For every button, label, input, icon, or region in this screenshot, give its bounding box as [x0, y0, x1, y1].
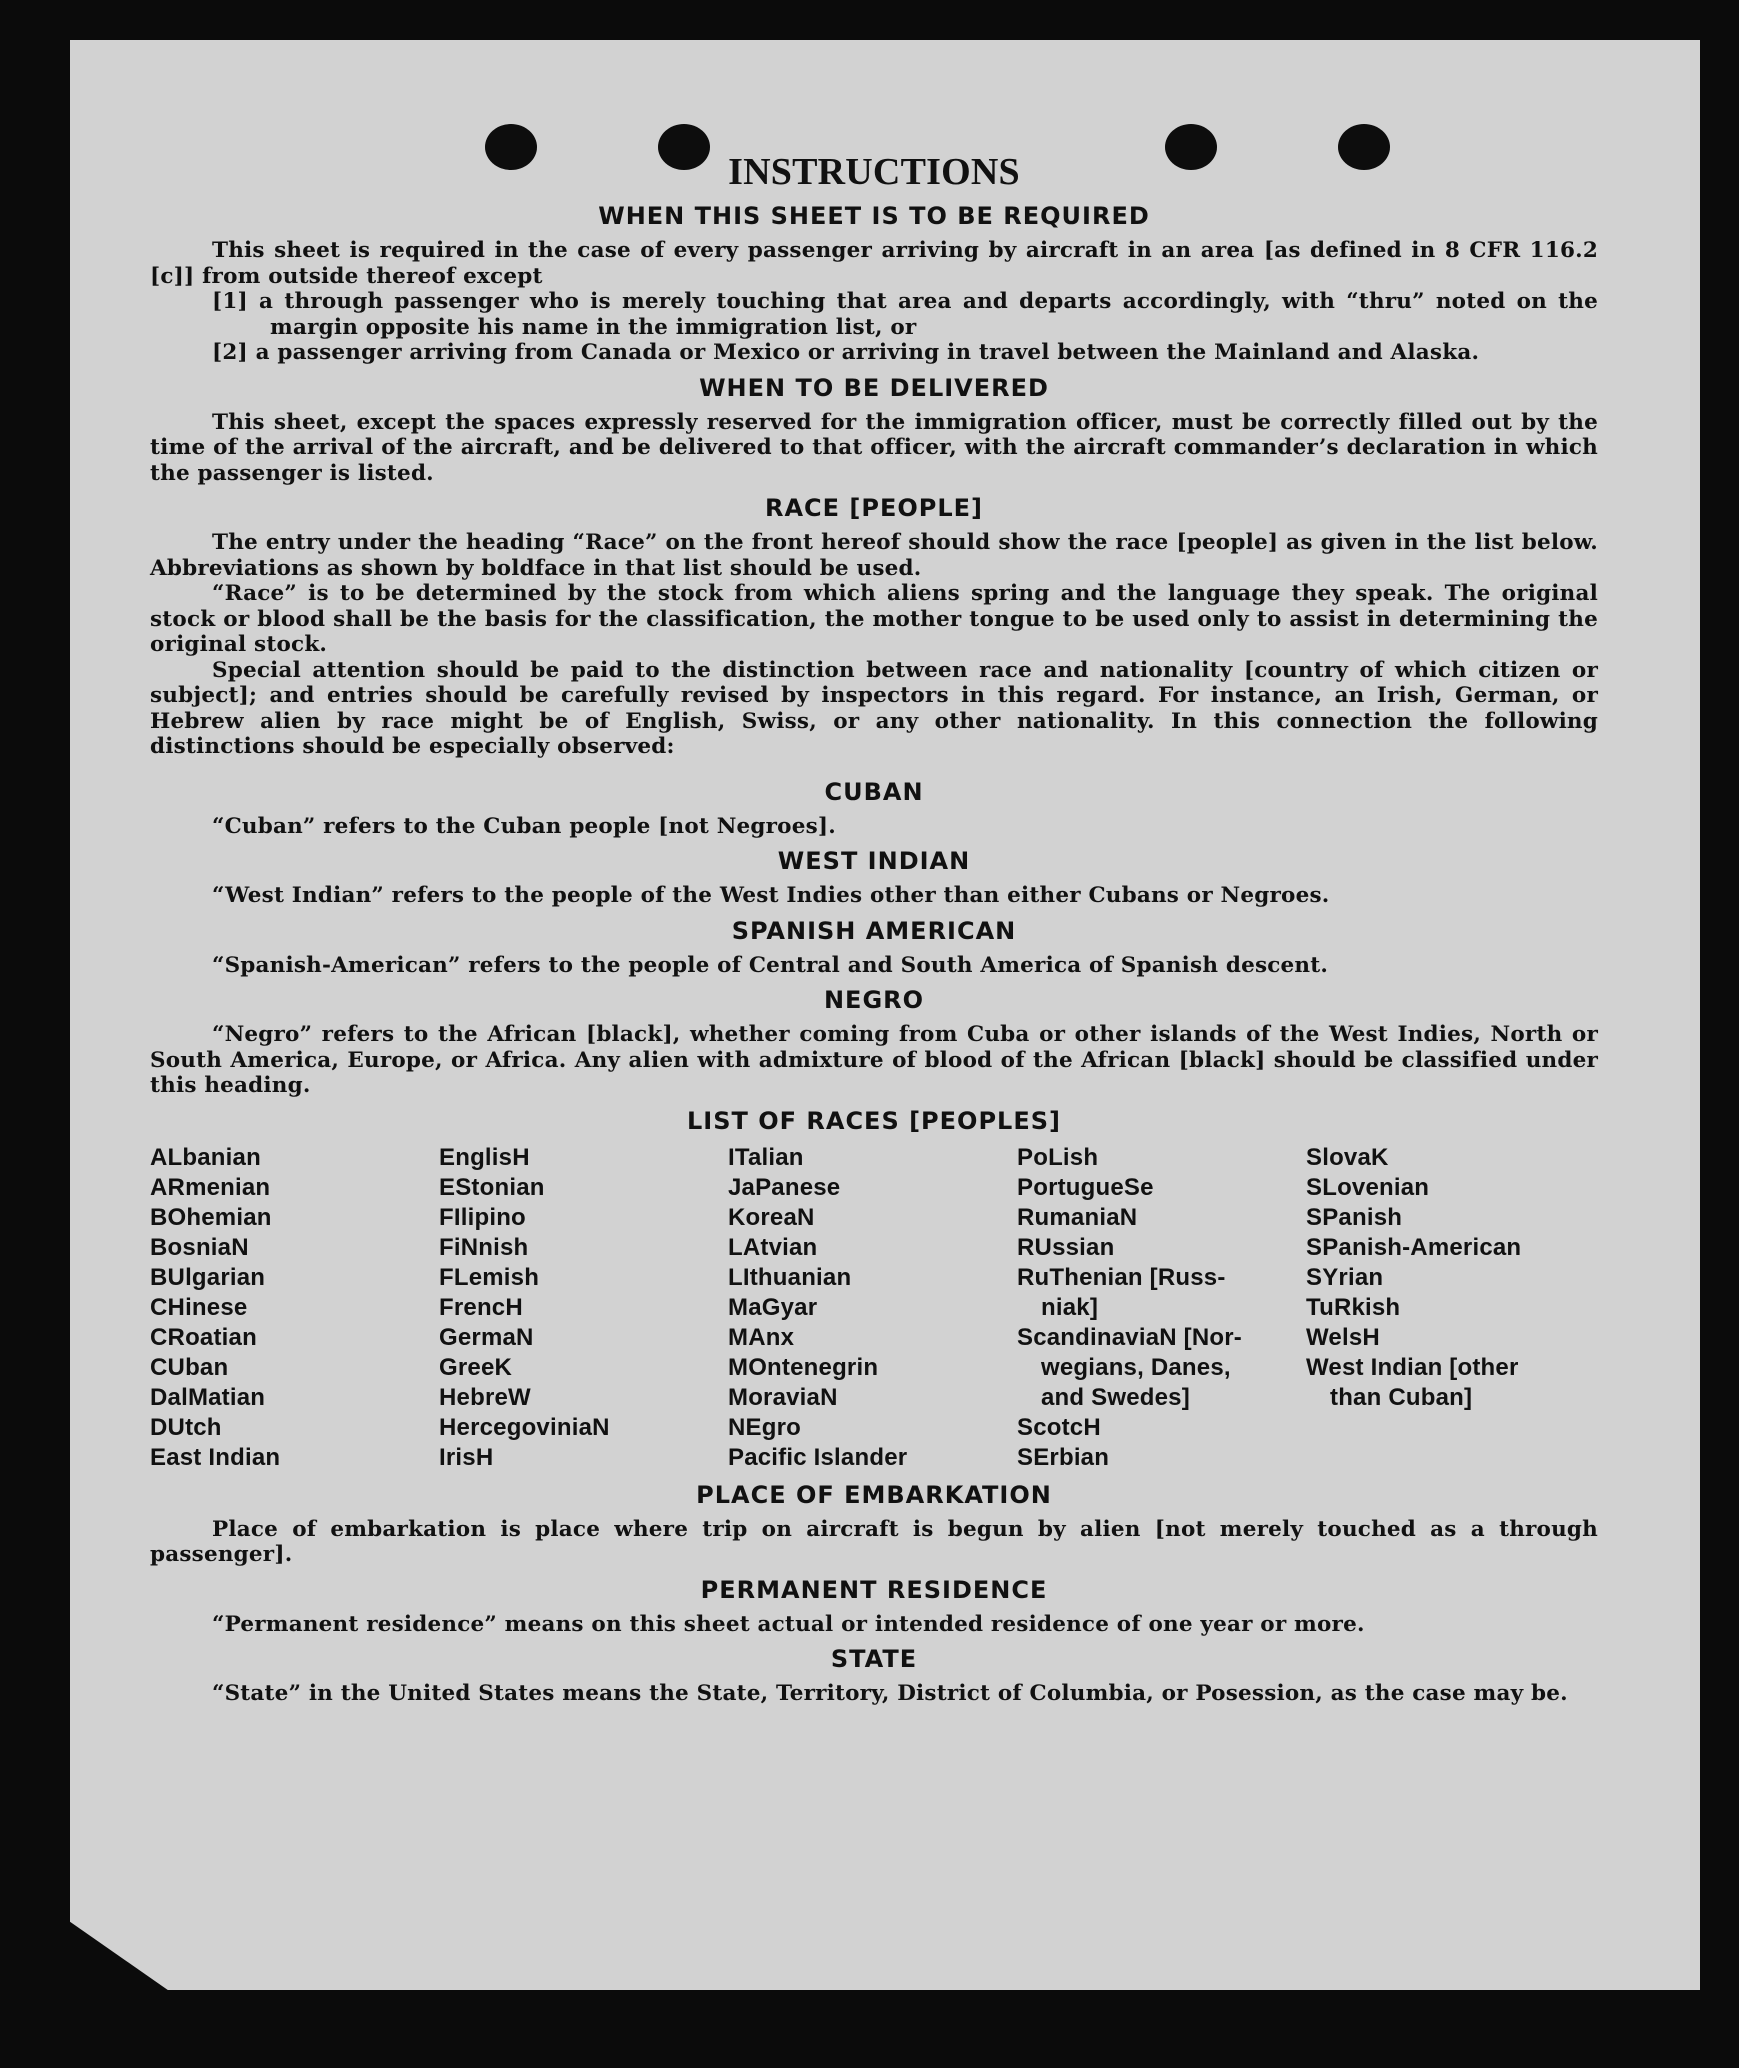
race-entry: HercegoviniaN: [439, 1413, 610, 1441]
instructions-content: [150, 150, 1598, 1707]
race-entry: SPanish-American: [1306, 1233, 1522, 1261]
race-entry: SlovaK: [1306, 1143, 1389, 1171]
section-heading: STATE: [830, 1645, 918, 1673]
race-entry: ScandinaviaN [Nor-: [1017, 1323, 1242, 1351]
races-column: [1017, 1143, 1306, 1473]
race-entry: CUban: [150, 1353, 229, 1381]
section-text: This sheet, except the spaces expressly reserved for the immigration officer, must be correctly filled out by the time of the arrival of the aircraft, and be delivered to that officer, with the aircraft commander’s declaration in which the passenger is listed.: [150, 409, 1598, 486]
list-item: [2] a passenger arriving from Canada or Mexico or arriving in travel between the Mainland and Alaska.: [212, 340, 1480, 365]
race-entry: FLemish: [439, 1263, 540, 1291]
race-entry: CHinese: [150, 1293, 248, 1321]
race-entry: BOhemian: [150, 1203, 272, 1231]
race-entry: LAtvian: [728, 1233, 818, 1261]
page-title: INSTRUCTIONS: [728, 151, 1020, 193]
race-entry: ScotcH: [1017, 1413, 1101, 1441]
section-text: Place of embarkation is place where trip on aircraft is begun by alien [not merely touched as a through passenger].: [150, 1516, 1598, 1567]
race-entry: than Cuban]: [1330, 1383, 1473, 1411]
race-entry: DalMatian: [150, 1383, 266, 1411]
section-text: This sheet is required in the case of every passenger arriving by aircraft in an area [as defined in 8 CFR 116.2 [c]] from outside thereof except: [150, 238, 1598, 289]
race-entry: SErbian: [1017, 1443, 1110, 1471]
race-entry: FIlipino: [439, 1203, 526, 1231]
section-heading: WEST INDIAN: [777, 847, 971, 875]
race-entry: PortugueSe: [1017, 1173, 1154, 1201]
section-heading: NEGRO: [823, 986, 925, 1014]
race-entry: GermaN: [439, 1323, 534, 1351]
race-entry: GreeK: [439, 1353, 513, 1381]
races-column: [728, 1143, 1017, 1473]
race-entry: RuThenian [Russ-: [1017, 1263, 1226, 1291]
list-item: [1] a through passenger who is merely touching that area and departs accordingly, with “thru” noted on the margin opposite his name in the immigration list, or: [212, 289, 1598, 340]
race-entry: FrencH: [439, 1293, 523, 1321]
section-heading: CUBAN: [824, 777, 924, 806]
race-entry: KoreaN: [728, 1203, 815, 1231]
race-entry: JaPanese: [728, 1173, 841, 1201]
race-entry: East Indian: [150, 1443, 281, 1471]
race-entry: IrisH: [439, 1443, 494, 1471]
race-entry: RUssian: [1017, 1233, 1115, 1261]
race-entry: SYrian: [1306, 1263, 1384, 1291]
race-entry: BUlgarian: [150, 1263, 266, 1291]
race-entry: MAnx: [728, 1323, 795, 1351]
race-entry: ALbanian: [150, 1143, 261, 1171]
section-heading: PERMANENT RESIDENCE: [700, 1575, 1048, 1604]
race-entry: EnglisH: [439, 1143, 530, 1171]
race-entry: SLovenian: [1306, 1173, 1430, 1201]
section-heading: RACE [PEOPLE]: [764, 494, 984, 522]
section-heading: SPANISH AMERICAN: [731, 916, 1017, 945]
section-text: “West Indian” refers to the people of the West Indies other than either Cubans or Negroes.: [212, 883, 1330, 908]
section-heading: WHEN THIS SHEET IS TO BE REQUIRED: [598, 202, 1150, 230]
race-entry: and Swedes]: [1041, 1383, 1190, 1411]
race-entry: LIthuanian: [728, 1263, 852, 1291]
section-heading: PLACE OF EMBARKATION: [696, 1480, 1052, 1509]
race-entry: NEgro: [728, 1413, 801, 1441]
section-text: Special attention should be paid to the distinction between race and nationality [country of which citizen or subject]; and entries should be carefully revised by inspectors in this regard. For instance, an Irish, German, or Hebrew alien by race might be of English, Swiss, or any other nationality. In this connection the following distinctions should be especially observed:: [150, 657, 1598, 759]
race-entry: wegians, Danes,: [1041, 1353, 1231, 1381]
section-text: The entry under the heading “Race” on the front hereof should show the race [people] as given in the list below. Abbreviations as shown by boldface in that list should be used.: [150, 530, 1598, 581]
section-text: “Permanent residence” means on this sheet actual or intended residence of one year or more.: [212, 1611, 1365, 1637]
race-entry: PoLish: [1017, 1143, 1099, 1171]
race-entry: ARmenian: [150, 1173, 271, 1201]
race-entry: SPanish: [1306, 1203, 1403, 1231]
race-entry: MOntenegrin: [728, 1353, 879, 1381]
race-entry: MoraviaN: [728, 1383, 838, 1411]
race-entry: DUtch: [150, 1413, 222, 1441]
race-entry: FiNnish: [439, 1233, 529, 1261]
race-entry: RumaniaN: [1017, 1203, 1138, 1231]
races-list: [150, 1143, 1598, 1473]
race-entry: MaGyar: [728, 1293, 818, 1321]
race-entry: HebreW: [439, 1383, 531, 1411]
section-text: “Race” is to be determined by the stock from which aliens spring and the language they speak. The original stock or blood shall be the basis for the classification, the mother tongue to be used only to assist in determining the original stock.: [150, 581, 1598, 657]
section-text: “Spanish-American” refers to the people of Central and South America of Spanish descent.: [212, 952, 1329, 978]
section-text: “State” in the United States means the State, Territory, District of Columbia, or Posession, as the case may be.: [212, 1681, 1568, 1706]
race-entry: Pacific Islander: [728, 1443, 908, 1471]
race-entry: West Indian [other: [1306, 1353, 1519, 1381]
race-entry: CRoatian: [150, 1323, 257, 1351]
races-column: [1306, 1143, 1606, 1473]
race-entry: niak]: [1041, 1293, 1099, 1321]
section-text: “Cuban” refers to the Cuban people [not Negroes].: [212, 813, 836, 839]
section-text: “Negro” refers to the African [black], whether coming from Cuba or other islands of the West Indies, North or South America, Europe, or Africa. Any alien with admixture of blood of the African [black] should be classified under this heading.: [150, 1022, 1598, 1098]
races-column: [150, 1143, 439, 1473]
races-heading: LIST OF RACES [PEOPLES]: [687, 1106, 1061, 1135]
race-entry: TuRkish: [1306, 1293, 1401, 1321]
races-column: [439, 1143, 728, 1473]
race-entry: ITalian: [728, 1143, 804, 1171]
race-entry: BosniaN: [150, 1233, 249, 1261]
race-entry: WelsH: [1306, 1323, 1380, 1351]
section-heading: WHEN TO BE DELIVERED: [699, 373, 1049, 402]
race-entry: EStonian: [439, 1173, 545, 1201]
